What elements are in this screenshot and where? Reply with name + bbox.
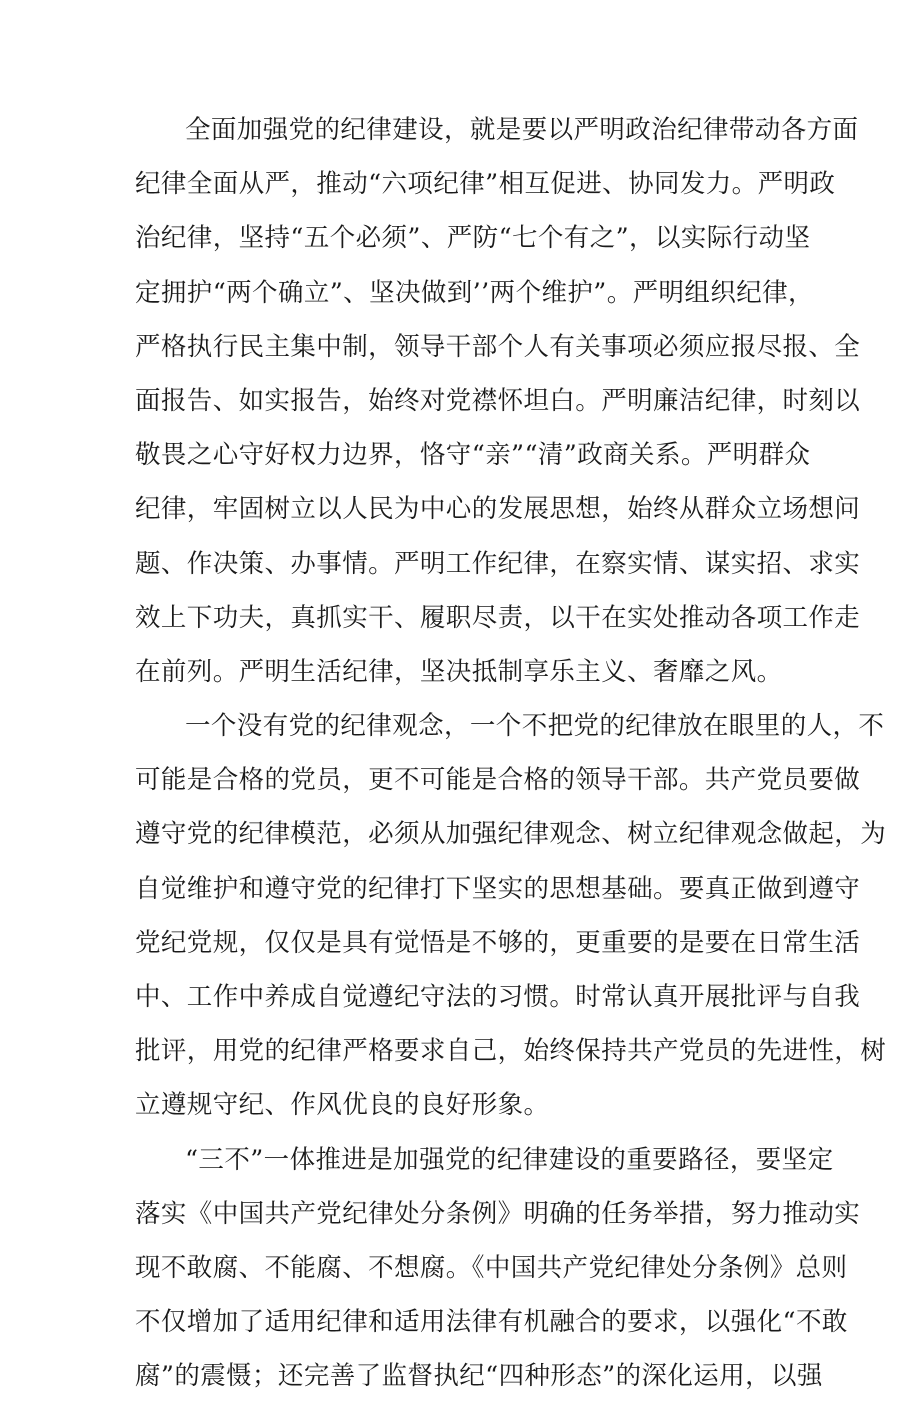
document-body <box>135 103 887 1404</box>
text-line: 现不敢腐、不能腐、不想腐。《中国共产党纪律处分条例》总则 <box>135 1252 848 1283</box>
text-line: “三不”一体推进是加强党的纪律建设的重要路径，要坚定 <box>185 1144 834 1175</box>
text-line: 不仅增加了适用纪律和适用法律有机融合的要求，以强化“不敢 <box>135 1307 848 1338</box>
text-line: 自觉维护和遵守党的纪律打下坚实的思想基础。要真正做到遵守 <box>135 873 861 904</box>
text-line: 在前列。严明生活纪律，坚决抵制享乐主义、奢靡之风。 <box>135 656 783 687</box>
text-line: 面报告、如实报告，始终对党襟怀坦白。严明廉洁纪律，时刻以 <box>135 385 861 416</box>
text-line: 腐”的震慑；还完善了监督执纪“四种形态”的深化运用，以强 <box>135 1361 823 1392</box>
text-line: 全面加强党的纪律建设，就是要以严明政治纪律带动各方面 <box>185 115 859 145</box>
text-line: 纪律，牢固树立以人民为中心的发展思想，始终从群众立场想问 <box>135 494 861 525</box>
text-line: 治纪律，坚持“五个必须”、严防“七个有之”，以实际行动坚 <box>135 223 811 254</box>
text-line: 一个没有党的纪律观念，一个不把党的纪律放在眼里的人，不 <box>185 711 885 742</box>
paragraph-3 <box>135 1133 861 1404</box>
text-line: 批评，用党的纪律严格要求自己，始终保持共产党员的先进性，树 <box>135 1036 887 1067</box>
text-line: 纪律全面从严，推动“六项纪律”相互促进、协同发力。严明政 <box>135 169 836 200</box>
text-line: 定拥护“两个确立”、坚决做到’’两个维护”。严明组织纪律， <box>135 277 814 308</box>
text-line: 立遵规守纪、作风优良的良好形象。 <box>135 1090 550 1121</box>
paragraph-2 <box>135 699 887 1133</box>
text-line: 可能是合格的党员，更不可能是合格的领导干部。共产党员要做 <box>135 765 861 796</box>
paragraph-1 <box>135 103 861 699</box>
text-line: 中、工作中养成自觉遵纪守法的习惯。时常认真开展批评与自我 <box>135 982 861 1012</box>
text-line: 严格执行民主集中制，领导干部个人有关事项必须应报尽报、全 <box>135 331 861 362</box>
text-line: 党纪党规，仅仅是具有觉悟是不够的，更重要的是要在日常生活 <box>135 927 861 958</box>
text-line: 题、作决策、办事情。严明工作纪律，在察实情、谋实招、求实 <box>135 548 861 579</box>
text-line: 遵守党的纪律模范，必须从加强纪律观念、树立纪律观念做起，为 <box>135 819 887 850</box>
text-line: 落实《中国共产党纪律处分条例》明确的任务举措，努力推动实 <box>135 1198 861 1229</box>
text-line: 敬畏之心守好权力边界，恪守“亲”“清”政商关系。严明群众 <box>135 440 811 471</box>
text-line: 效上下功夫，真抓实干、履职尽责，以干在实处推动各项工作走 <box>135 602 861 633</box>
